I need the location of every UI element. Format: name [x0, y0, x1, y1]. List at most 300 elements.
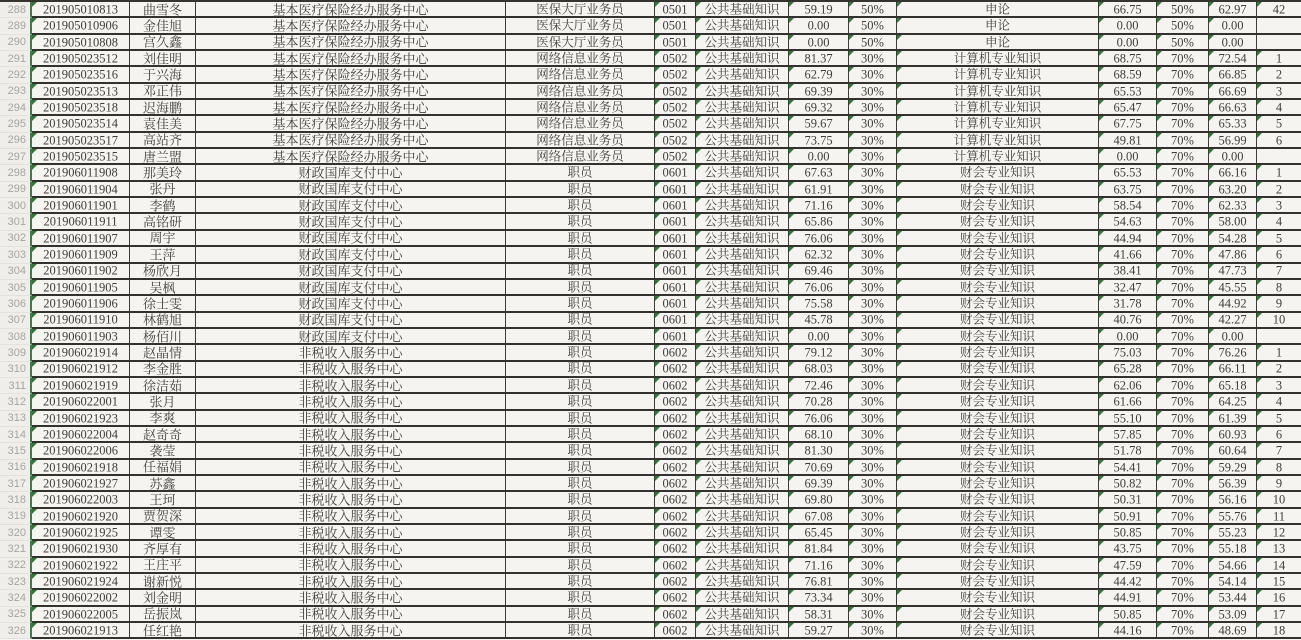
cell-position[interactable]: 职员 [506, 313, 655, 327]
cell-rank[interactable]: 2 [1257, 182, 1301, 196]
cell-position-code[interactable]: 0602 [655, 460, 696, 474]
cell-name[interactable]: 张丹 [130, 182, 196, 196]
cell-weight-2[interactable]: 50% [1157, 35, 1209, 49]
cell-final-score[interactable]: 62.33 [1209, 198, 1257, 212]
cell-position-code[interactable]: 0601 [655, 247, 696, 261]
cell-rank[interactable] [1257, 329, 1301, 343]
cell-final-score[interactable]: 0.00 [1209, 35, 1257, 49]
cell-name[interactable]: 徐洁茹 [130, 378, 196, 392]
cell-organization[interactable]: 基本医疗保险经办服务中心 [196, 149, 506, 163]
cell-subject-2[interactable]: 申论 [897, 2, 1099, 16]
cell-weight-1[interactable]: 30% [849, 313, 897, 327]
cell-score-2[interactable]: 58.54 [1099, 198, 1157, 212]
cell-exam-id[interactable]: 201906022006 [32, 443, 130, 457]
cell-subject-2[interactable]: 财会专业知识 [897, 574, 1099, 588]
cell-position-code[interactable]: 0601 [655, 231, 696, 245]
cell-name[interactable]: 高站齐 [130, 133, 196, 147]
cell-subject-1[interactable]: 公共基础知识 [696, 590, 789, 604]
cell-score-2[interactable]: 50.85 [1099, 607, 1157, 621]
cell-name[interactable]: 于兴海 [130, 67, 196, 81]
cell-organization[interactable]: 非税收入服务中心 [196, 623, 506, 637]
cell-position-code[interactable]: 0501 [655, 2, 696, 16]
cell-subject-2[interactable]: 计算机专业知识 [897, 67, 1099, 81]
cell-organization[interactable]: 非税收入服务中心 [196, 541, 506, 555]
cell-final-score[interactable]: 56.99 [1209, 133, 1257, 147]
cell-subject-1[interactable]: 公共基础知识 [696, 345, 789, 359]
cell-position-code[interactable]: 0602 [655, 411, 696, 425]
cell-score-1[interactable]: 71.16 [789, 198, 849, 212]
cell-subject-1[interactable]: 公共基础知识 [696, 133, 789, 147]
cell-subject-1[interactable]: 公共基础知识 [696, 460, 789, 474]
cell-name[interactable]: 邓正伟 [130, 84, 196, 98]
cell-rank[interactable]: 1 [1257, 345, 1301, 359]
cell-weight-2[interactable]: 70% [1157, 231, 1209, 245]
cell-position-code[interactable]: 0501 [655, 35, 696, 49]
row-header[interactable] [0, 460, 32, 476]
cell-final-score[interactable]: 62.97 [1209, 2, 1257, 16]
cell-weight-2[interactable]: 70% [1157, 525, 1209, 539]
cell-weight-1[interactable]: 30% [849, 443, 897, 457]
cell-weight-1[interactable]: 30% [849, 525, 897, 539]
cell-name[interactable]: 刘佳明 [130, 51, 196, 65]
cell-subject-1[interactable]: 公共基础知识 [696, 623, 789, 637]
cell-position[interactable]: 网络信息业务员 [506, 116, 655, 130]
row-header[interactable] [0, 18, 32, 34]
cell-exam-id[interactable]: 201905023513 [32, 84, 130, 98]
cell-weight-1[interactable]: 30% [849, 198, 897, 212]
cell-name[interactable]: 张月 [130, 394, 196, 408]
cell-score-1[interactable]: 75.58 [789, 296, 849, 310]
cell-position[interactable]: 职员 [506, 182, 655, 196]
cell-weight-1[interactable]: 30% [849, 345, 897, 359]
cell-organization[interactable]: 基本医疗保险经办服务中心 [196, 100, 506, 114]
cell-weight-1[interactable]: 30% [849, 541, 897, 555]
cell-organization[interactable]: 基本医疗保险经办服务中心 [196, 18, 506, 32]
cell-weight-1[interactable]: 30% [849, 607, 897, 621]
cell-position-code[interactable]: 0601 [655, 165, 696, 179]
cell-position-code[interactable]: 0602 [655, 362, 696, 376]
cell-position[interactable]: 职员 [506, 558, 655, 572]
cell-position-code[interactable]: 0602 [655, 574, 696, 588]
cell-weight-2[interactable]: 70% [1157, 394, 1209, 408]
cell-rank[interactable]: 2 [1257, 362, 1301, 376]
cell-score-2[interactable]: 57.85 [1099, 427, 1157, 441]
cell-weight-1[interactable]: 30% [849, 247, 897, 261]
cell-final-score[interactable]: 66.63 [1209, 100, 1257, 114]
cell-subject-2[interactable]: 财会专业知识 [897, 345, 1099, 359]
cell-score-1[interactable]: 67.63 [789, 165, 849, 179]
cell-score-2[interactable]: 75.03 [1099, 345, 1157, 359]
cell-score-2[interactable]: 38.41 [1099, 264, 1157, 278]
cell-exam-id[interactable]: 201905010808 [32, 35, 130, 49]
cell-exam-id[interactable]: 201906021914 [32, 345, 130, 359]
cell-organization[interactable]: 非税收入服务中心 [196, 345, 506, 359]
row-header[interactable] [0, 590, 32, 606]
cell-final-score[interactable]: 66.85 [1209, 67, 1257, 81]
cell-name[interactable]: 宫久鑫 [130, 35, 196, 49]
cell-position-code[interactable]: 0602 [655, 509, 696, 523]
cell-organization[interactable]: 非税收入服务中心 [196, 443, 506, 457]
cell-name[interactable]: 王萍 [130, 247, 196, 261]
cell-score-2[interactable]: 0.00 [1099, 18, 1157, 32]
cell-position-code[interactable]: 0601 [655, 280, 696, 294]
cell-weight-2[interactable]: 70% [1157, 362, 1209, 376]
cell-score-2[interactable]: 65.28 [1099, 362, 1157, 376]
cell-organization[interactable]: 基本医疗保险经办服务中心 [196, 51, 506, 65]
row-header[interactable] [0, 247, 32, 263]
cell-position-code[interactable]: 0502 [655, 133, 696, 147]
cell-name[interactable]: 王珂 [130, 492, 196, 506]
cell-weight-1[interactable]: 30% [849, 411, 897, 425]
cell-final-score[interactable]: 56.39 [1209, 476, 1257, 490]
cell-subject-1[interactable]: 公共基础知识 [696, 51, 789, 65]
cell-name[interactable]: 杨欣月 [130, 264, 196, 278]
cell-rank[interactable]: 7 [1257, 443, 1301, 457]
cell-score-2[interactable]: 50.85 [1099, 525, 1157, 539]
cell-exam-id[interactable]: 201906011906 [32, 296, 130, 310]
cell-subject-2[interactable]: 财会专业知识 [897, 280, 1099, 294]
cell-weight-1[interactable]: 50% [849, 18, 897, 32]
cell-name[interactable]: 苏鑫 [130, 476, 196, 490]
row-header[interactable] [0, 231, 32, 247]
cell-subject-1[interactable]: 公共基础知识 [696, 329, 789, 343]
cell-weight-1[interactable]: 30% [849, 149, 897, 163]
cell-weight-1[interactable]: 30% [849, 100, 897, 114]
cell-weight-1[interactable]: 30% [849, 623, 897, 637]
cell-position-code[interactable]: 0602 [655, 525, 696, 539]
cell-subject-2[interactable]: 财会专业知识 [897, 460, 1099, 474]
cell-weight-1[interactable]: 30% [849, 590, 897, 604]
cell-exam-id[interactable]: 201906021925 [32, 525, 130, 539]
cell-weight-2[interactable]: 70% [1157, 476, 1209, 490]
cell-exam-id[interactable]: 201906022005 [32, 607, 130, 621]
cell-weight-2[interactable]: 70% [1157, 264, 1209, 278]
cell-final-score[interactable]: 66.16 [1209, 165, 1257, 179]
cell-subject-2[interactable]: 财会专业知识 [897, 411, 1099, 425]
cell-position-code[interactable]: 0601 [655, 329, 696, 343]
cell-subject-2[interactable]: 财会专业知识 [897, 476, 1099, 490]
cell-final-score[interactable]: 55.18 [1209, 541, 1257, 555]
cell-score-2[interactable]: 32.47 [1099, 280, 1157, 294]
cell-rank[interactable] [1257, 18, 1301, 32]
cell-organization[interactable]: 非税收入服务中心 [196, 394, 506, 408]
cell-subject-2[interactable]: 计算机专业知识 [897, 51, 1099, 65]
cell-weight-1[interactable]: 30% [849, 460, 897, 474]
cell-score-1[interactable]: 81.30 [789, 443, 849, 457]
cell-rank[interactable]: 3 [1257, 198, 1301, 212]
cell-weight-2[interactable]: 50% [1157, 2, 1209, 16]
cell-position-code[interactable]: 0602 [655, 541, 696, 555]
cell-position[interactable]: 职员 [506, 362, 655, 376]
cell-rank[interactable]: 6 [1257, 247, 1301, 261]
cell-subject-1[interactable]: 公共基础知识 [696, 541, 789, 555]
cell-final-score[interactable]: 0.00 [1209, 149, 1257, 163]
cell-position[interactable]: 职员 [506, 541, 655, 555]
cell-organization[interactable]: 基本医疗保险经办服务中心 [196, 84, 506, 98]
cell-weight-1[interactable]: 30% [849, 362, 897, 376]
cell-name[interactable]: 周宇 [130, 231, 196, 245]
cell-position-code[interactable]: 0601 [655, 313, 696, 327]
cell-rank[interactable]: 4 [1257, 394, 1301, 408]
row-header[interactable] [0, 84, 32, 100]
cell-score-1[interactable]: 59.27 [789, 623, 849, 637]
row-header[interactable] [0, 264, 32, 280]
cell-final-score[interactable]: 55.23 [1209, 525, 1257, 539]
cell-subject-2[interactable]: 申论 [897, 35, 1099, 49]
cell-score-2[interactable]: 65.47 [1099, 100, 1157, 114]
row-header[interactable] [0, 476, 32, 492]
cell-position-code[interactable]: 0502 [655, 149, 696, 163]
cell-final-score[interactable]: 59.29 [1209, 460, 1257, 474]
cell-subject-1[interactable]: 公共基础知识 [696, 378, 789, 392]
cell-weight-1[interactable]: 30% [849, 476, 897, 490]
cell-exam-id[interactable]: 201906021927 [32, 476, 130, 490]
cell-final-score[interactable]: 63.20 [1209, 182, 1257, 196]
cell-position[interactable]: 职员 [506, 525, 655, 539]
cell-rank[interactable]: 4 [1257, 100, 1301, 114]
cell-weight-2[interactable]: 70% [1157, 590, 1209, 604]
cell-organization[interactable]: 非税收入服务中心 [196, 378, 506, 392]
row-header[interactable] [0, 345, 32, 361]
cell-subject-1[interactable]: 公共基础知识 [696, 362, 789, 376]
cell-exam-id[interactable]: 201906021912 [32, 362, 130, 376]
cell-rank[interactable]: 1 [1257, 51, 1301, 65]
cell-score-1[interactable]: 45.78 [789, 313, 849, 327]
cell-position-code[interactable]: 0602 [655, 476, 696, 490]
cell-organization[interactable]: 财政国库支付中心 [196, 231, 506, 245]
cell-exam-id[interactable]: 201905010906 [32, 18, 130, 32]
cell-position[interactable]: 医保大厅业务员 [506, 35, 655, 49]
cell-subject-2[interactable]: 财会专业知识 [897, 607, 1099, 621]
cell-subject-2[interactable]: 财会专业知识 [897, 182, 1099, 196]
row-header[interactable] [0, 182, 32, 198]
cell-weight-1[interactable]: 30% [849, 133, 897, 147]
cell-rank[interactable]: 12 [1257, 525, 1301, 539]
cell-exam-id[interactable]: 201906021918 [32, 460, 130, 474]
cell-subject-1[interactable]: 公共基础知识 [696, 100, 789, 114]
cell-organization[interactable]: 基本医疗保险经办服务中心 [196, 2, 506, 16]
cell-exam-id[interactable]: 201905023515 [32, 149, 130, 163]
cell-subject-2[interactable]: 财会专业知识 [897, 231, 1099, 245]
cell-organization[interactable]: 财政国库支付中心 [196, 214, 506, 228]
cell-score-1[interactable]: 68.03 [789, 362, 849, 376]
cell-weight-2[interactable]: 70% [1157, 607, 1209, 621]
cell-organization[interactable]: 非税收入服务中心 [196, 525, 506, 539]
cell-score-1[interactable]: 65.45 [789, 525, 849, 539]
cell-organization[interactable]: 非税收入服务中心 [196, 607, 506, 621]
cell-position[interactable]: 职员 [506, 607, 655, 621]
cell-position-code[interactable]: 0501 [655, 18, 696, 32]
cell-weight-2[interactable]: 70% [1157, 67, 1209, 81]
cell-score-2[interactable]: 31.78 [1099, 296, 1157, 310]
cell-score-2[interactable]: 63.75 [1099, 182, 1157, 196]
cell-organization[interactable]: 财政国库支付中心 [196, 329, 506, 343]
cell-weight-1[interactable]: 30% [849, 116, 897, 130]
cell-score-1[interactable]: 70.28 [789, 394, 849, 408]
cell-score-1[interactable]: 0.00 [789, 149, 849, 163]
cell-final-score[interactable]: 64.25 [1209, 394, 1257, 408]
cell-exam-id[interactable]: 201905023512 [32, 51, 130, 65]
cell-subject-2[interactable]: 财会专业知识 [897, 214, 1099, 228]
cell-rank[interactable]: 8 [1257, 460, 1301, 474]
cell-final-score[interactable]: 65.33 [1209, 116, 1257, 130]
cell-exam-id[interactable]: 201905023517 [32, 133, 130, 147]
cell-name[interactable]: 金佳旭 [130, 18, 196, 32]
cell-exam-id[interactable]: 201906021913 [32, 623, 130, 637]
cell-weight-2[interactable]: 70% [1157, 165, 1209, 179]
cell-weight-1[interactable]: 30% [849, 165, 897, 179]
cell-weight-2[interactable]: 70% [1157, 345, 1209, 359]
cell-rank[interactable]: 3 [1257, 378, 1301, 392]
cell-rank[interactable]: 6 [1257, 133, 1301, 147]
row-header[interactable] [0, 623, 32, 639]
cell-score-1[interactable]: 0.00 [789, 329, 849, 343]
cell-rank[interactable]: 42 [1257, 2, 1301, 16]
cell-final-score[interactable]: 0.00 [1209, 329, 1257, 343]
row-header[interactable] [0, 214, 32, 230]
cell-name[interactable]: 李金胜 [130, 362, 196, 376]
cell-position[interactable]: 职员 [506, 411, 655, 425]
cell-subject-2[interactable]: 财会专业知识 [897, 590, 1099, 604]
cell-subject-2[interactable]: 财会专业知识 [897, 492, 1099, 506]
cell-weight-2[interactable]: 70% [1157, 492, 1209, 506]
cell-final-score[interactable]: 54.28 [1209, 231, 1257, 245]
cell-score-1[interactable]: 76.06 [789, 280, 849, 294]
cell-weight-2[interactable]: 70% [1157, 214, 1209, 228]
cell-position[interactable]: 网络信息业务员 [506, 100, 655, 114]
cell-score-2[interactable]: 62.06 [1099, 378, 1157, 392]
cell-score-2[interactable]: 65.53 [1099, 84, 1157, 98]
cell-weight-1[interactable]: 30% [849, 264, 897, 278]
cell-score-1[interactable]: 59.19 [789, 2, 849, 16]
cell-position[interactable]: 医保大厅业务员 [506, 2, 655, 16]
cell-name[interactable]: 赵奇奇 [130, 427, 196, 441]
cell-subject-1[interactable]: 公共基础知识 [696, 2, 789, 16]
cell-score-2[interactable]: 65.53 [1099, 165, 1157, 179]
row-header[interactable] [0, 67, 32, 83]
cell-weight-2[interactable]: 70% [1157, 378, 1209, 392]
cell-subject-1[interactable]: 公共基础知识 [696, 574, 789, 588]
cell-weight-1[interactable]: 30% [849, 231, 897, 245]
cell-score-2[interactable]: 68.59 [1099, 67, 1157, 81]
cell-position-code[interactable]: 0602 [655, 492, 696, 506]
cell-organization[interactable]: 非税收入服务中心 [196, 574, 506, 588]
cell-organization[interactable]: 非税收入服务中心 [196, 590, 506, 604]
cell-final-score[interactable]: 0.00 [1209, 18, 1257, 32]
cell-organization[interactable]: 基本医疗保险经办服务中心 [196, 67, 506, 81]
row-header[interactable] [0, 394, 32, 410]
cell-weight-1[interactable]: 30% [849, 558, 897, 572]
cell-rank[interactable]: 3 [1257, 84, 1301, 98]
cell-weight-1[interactable]: 30% [849, 509, 897, 523]
cell-exam-id[interactable]: 201906022001 [32, 394, 130, 408]
cell-name[interactable]: 岳振岚 [130, 607, 196, 621]
cell-score-1[interactable]: 62.32 [789, 247, 849, 261]
row-header[interactable] [0, 558, 32, 574]
cell-weight-1[interactable]: 30% [849, 67, 897, 81]
cell-position[interactable]: 职员 [506, 623, 655, 637]
cell-name[interactable]: 李爽 [130, 411, 196, 425]
cell-position[interactable]: 职员 [506, 296, 655, 310]
cell-weight-2[interactable]: 70% [1157, 247, 1209, 261]
cell-score-1[interactable]: 61.91 [789, 182, 849, 196]
cell-score-1[interactable]: 69.80 [789, 492, 849, 506]
row-header[interactable] [0, 51, 32, 67]
cell-organization[interactable]: 非税收入服务中心 [196, 492, 506, 506]
cell-exam-id[interactable]: 201906011904 [32, 182, 130, 196]
cell-score-2[interactable]: 49.81 [1099, 133, 1157, 147]
cell-position[interactable]: 职员 [506, 264, 655, 278]
row-header[interactable] [0, 280, 32, 296]
cell-weight-2[interactable]: 70% [1157, 427, 1209, 441]
cell-organization[interactable]: 非税收入服务中心 [196, 411, 506, 425]
cell-score-2[interactable]: 0.00 [1099, 35, 1157, 49]
cell-position[interactable]: 职员 [506, 476, 655, 490]
row-header[interactable] [0, 525, 32, 541]
cell-score-2[interactable]: 51.78 [1099, 443, 1157, 457]
cell-subject-2[interactable]: 财会专业知识 [897, 509, 1099, 523]
cell-score-2[interactable]: 54.63 [1099, 214, 1157, 228]
cell-subject-2[interactable]: 计算机专业知识 [897, 149, 1099, 163]
cell-score-2[interactable]: 50.31 [1099, 492, 1157, 506]
cell-subject-2[interactable]: 财会专业知识 [897, 623, 1099, 637]
cell-organization[interactable]: 财政国库支付中心 [196, 247, 506, 261]
cell-name[interactable]: 贾贺深 [130, 509, 196, 523]
cell-name[interactable]: 唐兰盟 [130, 149, 196, 163]
cell-subject-2[interactable]: 财会专业知识 [897, 296, 1099, 310]
cell-organization[interactable]: 基本医疗保险经办服务中心 [196, 35, 506, 49]
cell-name[interactable]: 吴枫 [130, 280, 196, 294]
cell-position[interactable]: 职员 [506, 590, 655, 604]
cell-score-1[interactable]: 81.84 [789, 541, 849, 555]
row-header[interactable] [0, 362, 32, 378]
cell-final-score[interactable]: 53.44 [1209, 590, 1257, 604]
cell-subject-2[interactable]: 财会专业知识 [897, 198, 1099, 212]
cell-exam-id[interactable]: 201906021923 [32, 411, 130, 425]
cell-position[interactable]: 职员 [506, 378, 655, 392]
row-header[interactable] [0, 313, 32, 329]
row-header[interactable] [0, 574, 32, 590]
cell-score-1[interactable]: 68.10 [789, 427, 849, 441]
cell-exam-id[interactable]: 201906011902 [32, 264, 130, 278]
cell-name[interactable]: 迟海鹏 [130, 100, 196, 114]
cell-final-score[interactable]: 44.92 [1209, 296, 1257, 310]
cell-subject-2[interactable]: 财会专业知识 [897, 329, 1099, 343]
cell-position[interactable]: 职员 [506, 231, 655, 245]
cell-score-1[interactable]: 58.31 [789, 607, 849, 621]
cell-position-code[interactable]: 0602 [655, 590, 696, 604]
cell-position-code[interactable]: 0502 [655, 100, 696, 114]
cell-subject-1[interactable]: 公共基础知识 [696, 280, 789, 294]
cell-final-score[interactable]: 72.54 [1209, 51, 1257, 65]
cell-exam-id[interactable]: 201906021930 [32, 541, 130, 555]
cell-weight-2[interactable]: 70% [1157, 329, 1209, 343]
cell-score-1[interactable]: 76.06 [789, 411, 849, 425]
cell-score-2[interactable]: 55.10 [1099, 411, 1157, 425]
cell-rank[interactable]: 11 [1257, 509, 1301, 523]
cell-exam-id[interactable]: 201905010813 [32, 2, 130, 16]
cell-name[interactable]: 袭莹 [130, 443, 196, 457]
cell-weight-2[interactable]: 70% [1157, 149, 1209, 163]
cell-subject-1[interactable]: 公共基础知识 [696, 264, 789, 278]
cell-organization[interactable]: 非税收入服务中心 [196, 476, 506, 490]
cell-weight-1[interactable]: 30% [849, 214, 897, 228]
cell-organization[interactable]: 基本医疗保险经办服务中心 [196, 116, 506, 130]
cell-position-code[interactable]: 0601 [655, 182, 696, 196]
cell-exam-id[interactable]: 201905023516 [32, 67, 130, 81]
cell-subject-2[interactable]: 计算机专业知识 [897, 116, 1099, 130]
cell-position[interactable]: 职员 [506, 394, 655, 408]
